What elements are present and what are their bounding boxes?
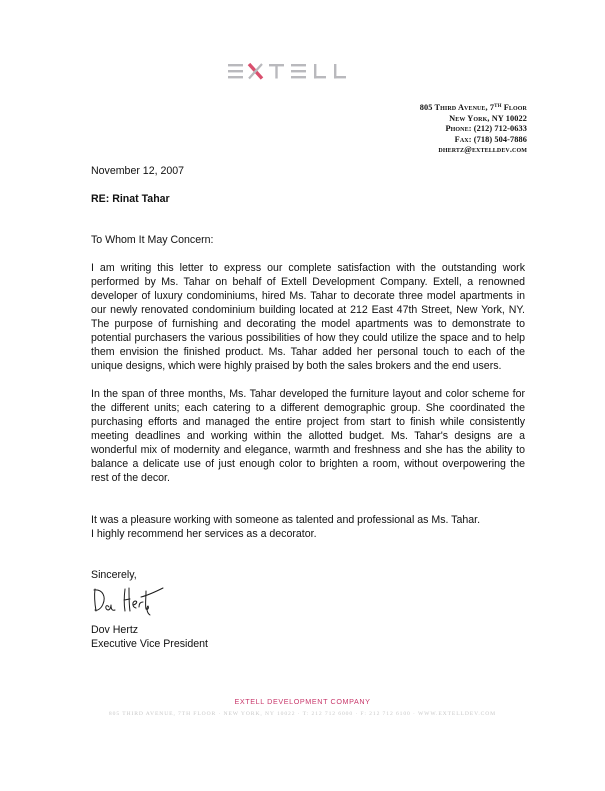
footer-company-name: EXTELL DEVELOPMENT COMPANY xyxy=(234,697,371,706)
letter-paragraph-3 xyxy=(91,513,525,541)
letter-salutation: To Whom It May Concern: xyxy=(91,234,214,246)
letter-paragraph-2: In the span of three months, Ms. Tahar developed the furniture layout and color scheme for the different units; each catering to a different demographic group. She coordinated the purchasing efforts and managed the entire project from start to finish while consistently meeting deadlines and working within the allotted budget. Ms. Tahar's designs are a wonderful mix of modernity and elegance, warmth and freshness and she has the ability to balance a delicate use of just enough color to brighten a room, without overpowering the rest of the decor. xyxy=(91,388,525,484)
extell-logo-icon xyxy=(228,61,358,81)
address-city: New York, NY 10022 xyxy=(449,113,527,123)
address-phone: Phone: (212) 712-0633 xyxy=(445,124,527,134)
address-fax: Fax: (718) 504-7886 xyxy=(454,134,527,144)
signer-name: Dov Hertz xyxy=(91,624,139,636)
letter-closing: Sincerely, xyxy=(91,569,137,581)
letter-paragraph-3-line-2: I highly recommend her services as a decorator. xyxy=(91,528,317,540)
letter-paragraph-3-line-1: It was a pleasure working with someone as talented and professional as Ms. Tahar. xyxy=(91,514,481,526)
footer-address: 805 THIRD AVENUE, 7TH FLOOR · NEW YORK, NY 10022 · T: 212 712 6000 · F: 212 712 6100 · WWW.EXTELLDEV.COM xyxy=(108,711,497,717)
address-street: 805 Third Avenue, 7TH Floor xyxy=(419,103,527,112)
letter-paragraph-1: I am writing this letter to express our complete satisfaction with the outstanding work performed by Ms. Tahar on behalf of Extell Development Company. Extell, a renowned developer of luxury condominiums, hired Ms. Tahar to decorate three model apartments in our newly renovated condominium building located at 212 East 47th Street, New York, NY. The purpose of furnishing and decorating the model apartments was to demonstrate to potential purchasers the various possibilities of how they could utilize the space and to help them envision the finished product. Ms. Tahar added her personal touch to each of the unique designs, which were highly praised by both the sales brokers and the end users. xyxy=(91,262,525,372)
letter-date: November 12, 2007 xyxy=(91,165,185,177)
signer-title: Executive Vice President xyxy=(91,638,208,650)
letter-subject: RE: Rinat Tahar xyxy=(91,193,170,205)
address-email[interactable]: dhertz@extelldev.com xyxy=(438,145,527,155)
signature-icon xyxy=(91,585,166,617)
extell-logo xyxy=(228,60,358,82)
letterhead-address xyxy=(420,102,527,156)
